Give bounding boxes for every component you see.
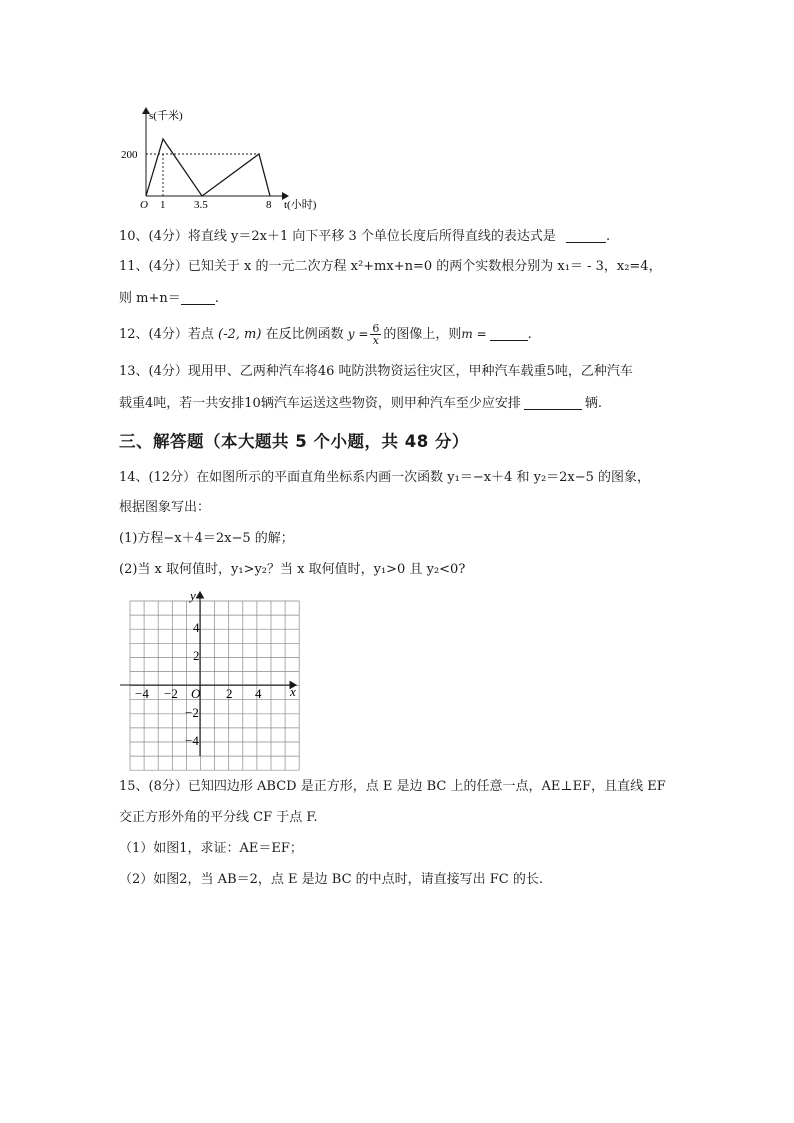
question-13-line2 [119,394,689,414]
q11-end: . [214,291,219,306]
q15-sub1: （1）如图1，求证：AE＝EF； [119,841,303,856]
graph-line [146,139,270,196]
question-15 [119,777,689,797]
q12-func-lhs: y = [347,327,369,341]
q12-ask: m = [461,327,487,341]
y-axis-label: y [190,588,196,603]
q12-prefix: 12、(4分）若点 [119,327,214,342]
question-14-sub2 [119,560,689,580]
question-15-sub1 [119,839,689,859]
x-tick-3.5: 3.5 [194,199,208,211]
q12-end: . [527,327,532,342]
x-tick-neg2: −2 [164,686,178,701]
q12-fraction [370,323,381,346]
y-axis-label: s(千米) [149,110,183,122]
question-11-line2 [119,289,689,309]
q14-sub2: (2)当 x 取何值时，y₁>y₂？当 x 取何值时，y₁>0 且 y₂<0? [119,562,466,577]
question-10 [119,227,689,247]
q12-suffix: 的图像上，则 [383,327,462,342]
x-tick-1: 1 [160,199,166,211]
q14-line1: 14、(12分）在如图所示的平面直角坐标系内画一次函数 y₁＝−x＋4 和 y₂＝2x−5 的图象， [119,470,651,485]
q12-point: (-2, m) [218,327,262,342]
q11-answer-blank[interactable] [181,290,215,305]
question-14-sub1 [119,529,689,549]
q12-frac-den: x [372,334,379,347]
question-14-line2 [119,498,689,518]
x-tick-8: 8 [266,199,272,211]
q12-mid: 在反比例函数 [265,327,344,342]
question-14 [119,468,689,488]
origin-label: O [191,686,201,701]
x-tick-2: 2 [226,686,233,701]
q13-answer-blank[interactable] [524,395,582,410]
q13-end: 辆. [584,396,602,411]
q15-line1: 15、(8分）已知四边形 ABCD 是正方形，点 E 是边 BC 上的任意一点，AE⊥EF，且直线 EF [119,779,666,794]
q13-line2: 载重4吨，若一共安排10辆汽车运送这些物资，则甲种汽车至少应安排 [119,396,521,411]
question-15-sub2 [119,870,689,890]
distance-time-graph [118,100,317,215]
y-tick-4: 4 [193,620,200,635]
y-tick-2: 2 [193,648,200,663]
y-tick-neg4: −4 [185,733,199,748]
q10-text: 10、(4分）将直线 y＝2x＋1 向下平移 3 个单位长度后所得直线的表达式是 [119,229,556,244]
x-tick-neg4: −4 [135,686,149,701]
question-12 [119,322,689,347]
q14-sub1: (1)方程−x＋4＝2x−5 的解； [119,531,294,546]
q13-line1: 13、(4分）现用甲、乙两种汽车将46 吨防洪物资运往灾区，甲种汽车载重5吨，乙种汽车 [119,364,633,379]
question-15-line2 [119,808,689,828]
question-13 [119,362,689,382]
q15-sub2: （2）如图2，当 AB＝2，点 E 是边 BC 的中点时，请直接写出 FC 的长. [119,872,544,887]
y-tick-neg2: −2 [185,705,199,720]
coordinate-grid [118,586,308,761]
x-tick-4: 4 [255,686,262,701]
section-3-title: 三、解答题（本大题共 5 个小题，共 48 分） [119,432,469,451]
q11-line2: 则 m+n＝ [119,291,181,306]
q14-line2: 根据图象写出： [119,500,211,515]
x-tick-O: O [140,199,148,211]
grid-lines [130,601,299,770]
y-tick-200: 200 [121,149,138,161]
q10-end: . [606,229,611,244]
q12-answer-blank[interactable] [490,326,528,341]
q15-line2: 交正方形外角的平分线 CF 于点 F. [119,810,318,825]
x-axis-label: t(小时) [284,199,317,211]
q11-line1: 11、(4分）已知关于 x 的一元二次方程 x²+mx+n=0 的两个实数根分别为 x₁＝ - 3，x₂=4， [119,259,662,274]
question-11 [119,257,689,277]
q10-answer-blank[interactable] [566,228,606,243]
x-axis-label: x [290,684,296,699]
q12-frac-num: 6 [372,322,380,335]
